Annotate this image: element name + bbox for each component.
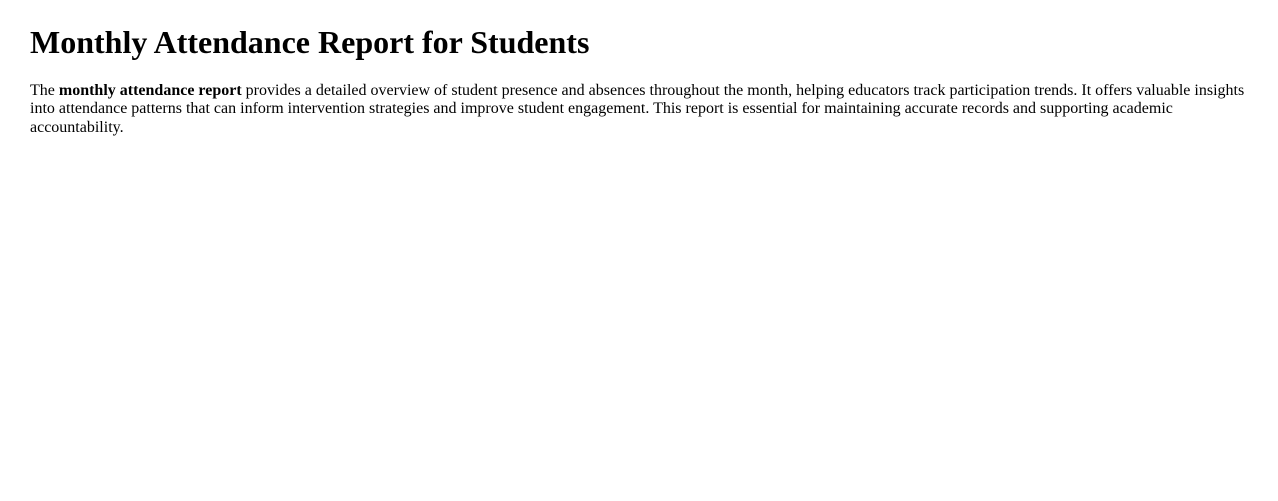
intro-text-before: The [30,81,59,99]
page-title: Monthly Attendance Report for Students [30,24,590,60]
intro-paragraph [30,82,1248,137]
intro-text-after: provides a detailed overview of student presence and absences throughout the month, helping educators track participation trends. It offers valuable insights into attendance patterns that can inform intervention strategies and improve student engagement. This report is essential for maintaining accurate records and supporting academic accountability. [30,81,1245,136]
intro-bold-phrase: monthly attendance report [58,81,242,99]
